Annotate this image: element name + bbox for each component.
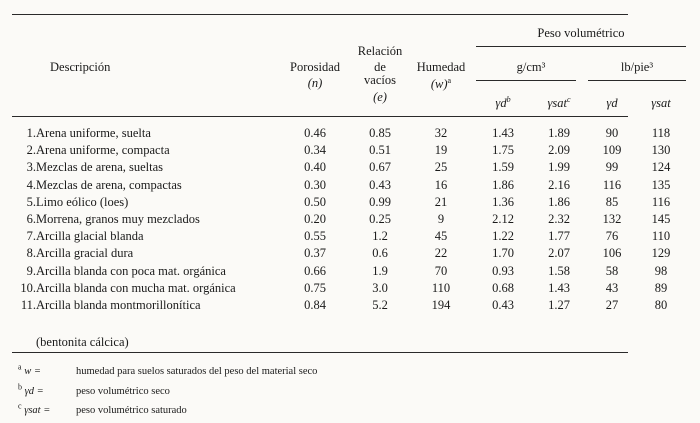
cell-gs-si: 1.43 bbox=[548, 280, 570, 295]
footnote-b-text: peso volumétrico seco bbox=[76, 386, 170, 397]
header-descripcion: Descripción bbox=[50, 60, 111, 74]
cell-desc: Mezclas de arena, compactas bbox=[36, 177, 182, 192]
cell-gs-us: 116 bbox=[651, 194, 671, 209]
cell-e: 0.85 bbox=[369, 126, 391, 140]
header-unit-us: lb/pie³ bbox=[620, 60, 654, 74]
cell-gs-us: 135 bbox=[651, 177, 671, 192]
header-relacion-line2: de bbox=[374, 60, 386, 74]
cell-desc: Arcilla gracial dura bbox=[36, 246, 134, 261]
cell-gd-us: 85 bbox=[605, 194, 619, 209]
cell-gs-si: 1.58 bbox=[548, 263, 570, 278]
cell-num: 2. bbox=[26, 143, 36, 158]
table-row bbox=[0, 178, 700, 195]
cell-e: 1.9 bbox=[372, 263, 388, 278]
cell-e: 1.2 bbox=[372, 229, 388, 244]
header-humedad-symbol: (w) bbox=[430, 77, 448, 91]
cell-gs-us: 124 bbox=[651, 160, 671, 175]
cell-w: 45 bbox=[434, 229, 448, 244]
peso-rule bbox=[476, 46, 686, 47]
header-humedad-footnote-mark: a bbox=[447, 75, 452, 85]
header-relacion-symbol: (e) bbox=[373, 90, 387, 104]
unit-si-rule bbox=[476, 80, 576, 81]
cell-desc: Arcilla glacial blanda bbox=[36, 229, 144, 244]
unit-us-rule bbox=[588, 80, 686, 81]
gamma-d-footnote-mark: b bbox=[506, 94, 511, 104]
cell-gs-si: 2.16 bbox=[548, 177, 570, 192]
cell-gs-us: 145 bbox=[651, 212, 671, 226]
header-gamma-sat-si bbox=[530, 94, 588, 110]
header-gamma-sat-us: γsat bbox=[651, 96, 671, 110]
cell-w: 21 bbox=[434, 194, 448, 209]
cell-desc: Morrena, granos muy mezclados bbox=[36, 212, 200, 226]
cell-n: 0.55 bbox=[304, 229, 326, 244]
cell-gs-us: 110 bbox=[651, 229, 671, 244]
header-humedad: Humedad bbox=[416, 60, 466, 74]
cell-n: 0.84 bbox=[304, 298, 326, 312]
cell-gs-si: 1.27 bbox=[548, 298, 570, 312]
cell-w: 22 bbox=[434, 246, 448, 261]
gamma-d-si-label: γd bbox=[495, 96, 507, 110]
cell-n: 0.66 bbox=[304, 263, 326, 278]
cell-w: 194 bbox=[431, 298, 451, 312]
table-row bbox=[0, 264, 700, 281]
header-peso-volumetrico: Peso volumétrico bbox=[537, 26, 625, 40]
cell-e: 0.51 bbox=[369, 143, 391, 158]
table-row bbox=[0, 160, 700, 177]
cell-gd-us: 116 bbox=[602, 177, 622, 192]
cell-gd-si: 2.12 bbox=[492, 212, 514, 226]
table-row bbox=[0, 281, 700, 298]
table-row bbox=[0, 126, 700, 143]
footnote-a-symbol: w = bbox=[24, 366, 41, 377]
cell-e: 0.43 bbox=[369, 177, 391, 192]
header-unit-si: g/cm³ bbox=[516, 60, 546, 74]
table-row bbox=[0, 229, 700, 246]
cell-gd-si: 1.75 bbox=[492, 143, 514, 158]
cell-desc: Arcilla blanda con poca mat. orgánica bbox=[36, 263, 226, 278]
cell-gd-si: 1.43 bbox=[492, 126, 514, 140]
cell-gs-us: 80 bbox=[654, 298, 668, 312]
cell-num: 8. bbox=[26, 246, 36, 261]
gamma-sat-si-label: γsat bbox=[547, 96, 567, 110]
footnote-c-mark: c bbox=[18, 401, 22, 411]
cell-gd-si: 1.59 bbox=[492, 160, 514, 175]
footnote-c-symbol: γsat = bbox=[24, 405, 51, 416]
footnote-c-text: peso volumétrico saturado bbox=[76, 405, 187, 416]
header-relacion-line1: Relación bbox=[357, 44, 403, 58]
cell-gd-us: 58 bbox=[605, 263, 619, 278]
cell-gs-si: 1.77 bbox=[548, 229, 570, 244]
cell-gs-us: 98 bbox=[654, 263, 668, 278]
cell-gs-si: 2.07 bbox=[548, 246, 570, 261]
header-rule bbox=[12, 116, 628, 117]
bottom-rule bbox=[12, 352, 628, 353]
footnote-a-mark: a bbox=[18, 362, 22, 372]
cell-gd-us: 106 bbox=[602, 246, 622, 261]
cell-n: 0.34 bbox=[304, 143, 326, 158]
cell-gd-si: 1.36 bbox=[492, 194, 514, 209]
cell-gs-si: 1.99 bbox=[548, 160, 570, 175]
footnote-b bbox=[18, 382, 170, 397]
cell-gs-us: 129 bbox=[651, 246, 671, 261]
table-row bbox=[0, 298, 700, 315]
footnote-b-mark: b bbox=[18, 382, 22, 392]
cell-w: 70 bbox=[434, 263, 448, 278]
cell-e: 0.25 bbox=[369, 212, 391, 226]
footnote-c bbox=[18, 401, 187, 416]
cell-n: 0.46 bbox=[304, 126, 326, 140]
cell-gd-si: 1.70 bbox=[492, 246, 514, 261]
cell-desc: Limo eólico (loes) bbox=[36, 194, 129, 209]
cell-desc: Arcilla blanda montmorillonítica bbox=[36, 298, 201, 312]
cell-e: 3.0 bbox=[372, 280, 388, 295]
cell-num: 3. bbox=[26, 160, 36, 175]
cell-gd-si: 1.86 bbox=[492, 177, 514, 192]
cell-n: 0.30 bbox=[304, 177, 326, 192]
cell-num: 11. bbox=[20, 298, 36, 312]
cell-num: 5. bbox=[26, 194, 36, 209]
cell-gd-us: 99 bbox=[605, 160, 619, 175]
footnote-a-text: humedad para suelos saturados del peso del material seco bbox=[76, 366, 318, 377]
cell-n: 0.20 bbox=[304, 212, 326, 226]
cell-desc: Mezclas de arena, sueltas bbox=[36, 160, 164, 175]
cell-gs-si: 1.86 bbox=[548, 194, 570, 209]
cell-gd-us: 132 bbox=[602, 212, 622, 226]
cell-gd-si: 0.68 bbox=[492, 280, 514, 295]
cell-n: 0.37 bbox=[304, 246, 326, 261]
row-11-continuation: (bentonita cálcica) bbox=[36, 335, 129, 349]
cell-e: 0.6 bbox=[372, 246, 388, 261]
cell-gd-us: 109 bbox=[602, 143, 622, 158]
cell-gs-us: 118 bbox=[651, 126, 671, 140]
cell-num: 6. bbox=[26, 212, 36, 226]
table-row bbox=[0, 246, 700, 263]
cell-gd-us: 27 bbox=[605, 298, 619, 312]
cell-num: 10. bbox=[20, 280, 36, 295]
gamma-sat-footnote-mark: c bbox=[566, 94, 571, 104]
cell-gd-si: 0.43 bbox=[492, 298, 514, 312]
cell-gd-us: 90 bbox=[605, 126, 619, 140]
top-rule bbox=[12, 14, 628, 15]
cell-num: 9. bbox=[26, 263, 36, 278]
cell-num: 1. bbox=[26, 126, 36, 140]
table-row bbox=[0, 212, 700, 229]
cell-w: 19 bbox=[434, 143, 448, 158]
header-humedad-symbol-wrap bbox=[408, 75, 474, 91]
cell-gs-si: 1.89 bbox=[548, 126, 570, 140]
cell-w: 9 bbox=[437, 212, 445, 226]
cell-gd-us: 76 bbox=[605, 229, 619, 244]
cell-n: 0.75 bbox=[304, 280, 326, 295]
header-relacion-line3: vacíos bbox=[364, 73, 396, 87]
footnote-b-symbol: γd = bbox=[24, 386, 44, 397]
cell-n: 0.40 bbox=[304, 160, 326, 175]
cell-w: 25 bbox=[434, 160, 448, 175]
cell-w: 32 bbox=[434, 126, 448, 140]
cell-w: 110 bbox=[431, 280, 451, 295]
cell-gd-us: 43 bbox=[605, 280, 619, 295]
table-row bbox=[0, 195, 700, 212]
cell-gd-si: 1.22 bbox=[492, 229, 514, 244]
table-row bbox=[0, 143, 700, 160]
cell-gd-si: 0.93 bbox=[492, 263, 514, 278]
header-porosidad: Porosidad bbox=[290, 60, 340, 74]
cell-gs-us: 89 bbox=[654, 280, 668, 295]
cell-e: 0.67 bbox=[369, 160, 391, 175]
cell-e: 5.2 bbox=[372, 298, 388, 312]
cell-w: 16 bbox=[434, 177, 448, 192]
cell-desc: Arena uniforme, suelta bbox=[36, 126, 151, 140]
header-porosidad-symbol: (n) bbox=[307, 76, 323, 90]
cell-gs-si: 2.32 bbox=[548, 212, 570, 226]
cell-desc: Arena uniforme, compacta bbox=[36, 143, 170, 158]
header-gamma-d-si bbox=[476, 94, 530, 110]
cell-gs-us: 130 bbox=[651, 143, 671, 158]
cell-num: 4. bbox=[26, 177, 36, 192]
header-gamma-d-us: γd bbox=[606, 96, 618, 110]
cell-n: 0.50 bbox=[304, 194, 326, 209]
cell-num: 7. bbox=[26, 229, 36, 244]
footnote-a bbox=[18, 362, 318, 377]
cell-gs-si: 2.09 bbox=[548, 143, 570, 158]
cell-desc: Arcilla blanda con mucha mat. orgánica bbox=[36, 280, 236, 295]
cell-e: 0.99 bbox=[369, 194, 391, 209]
